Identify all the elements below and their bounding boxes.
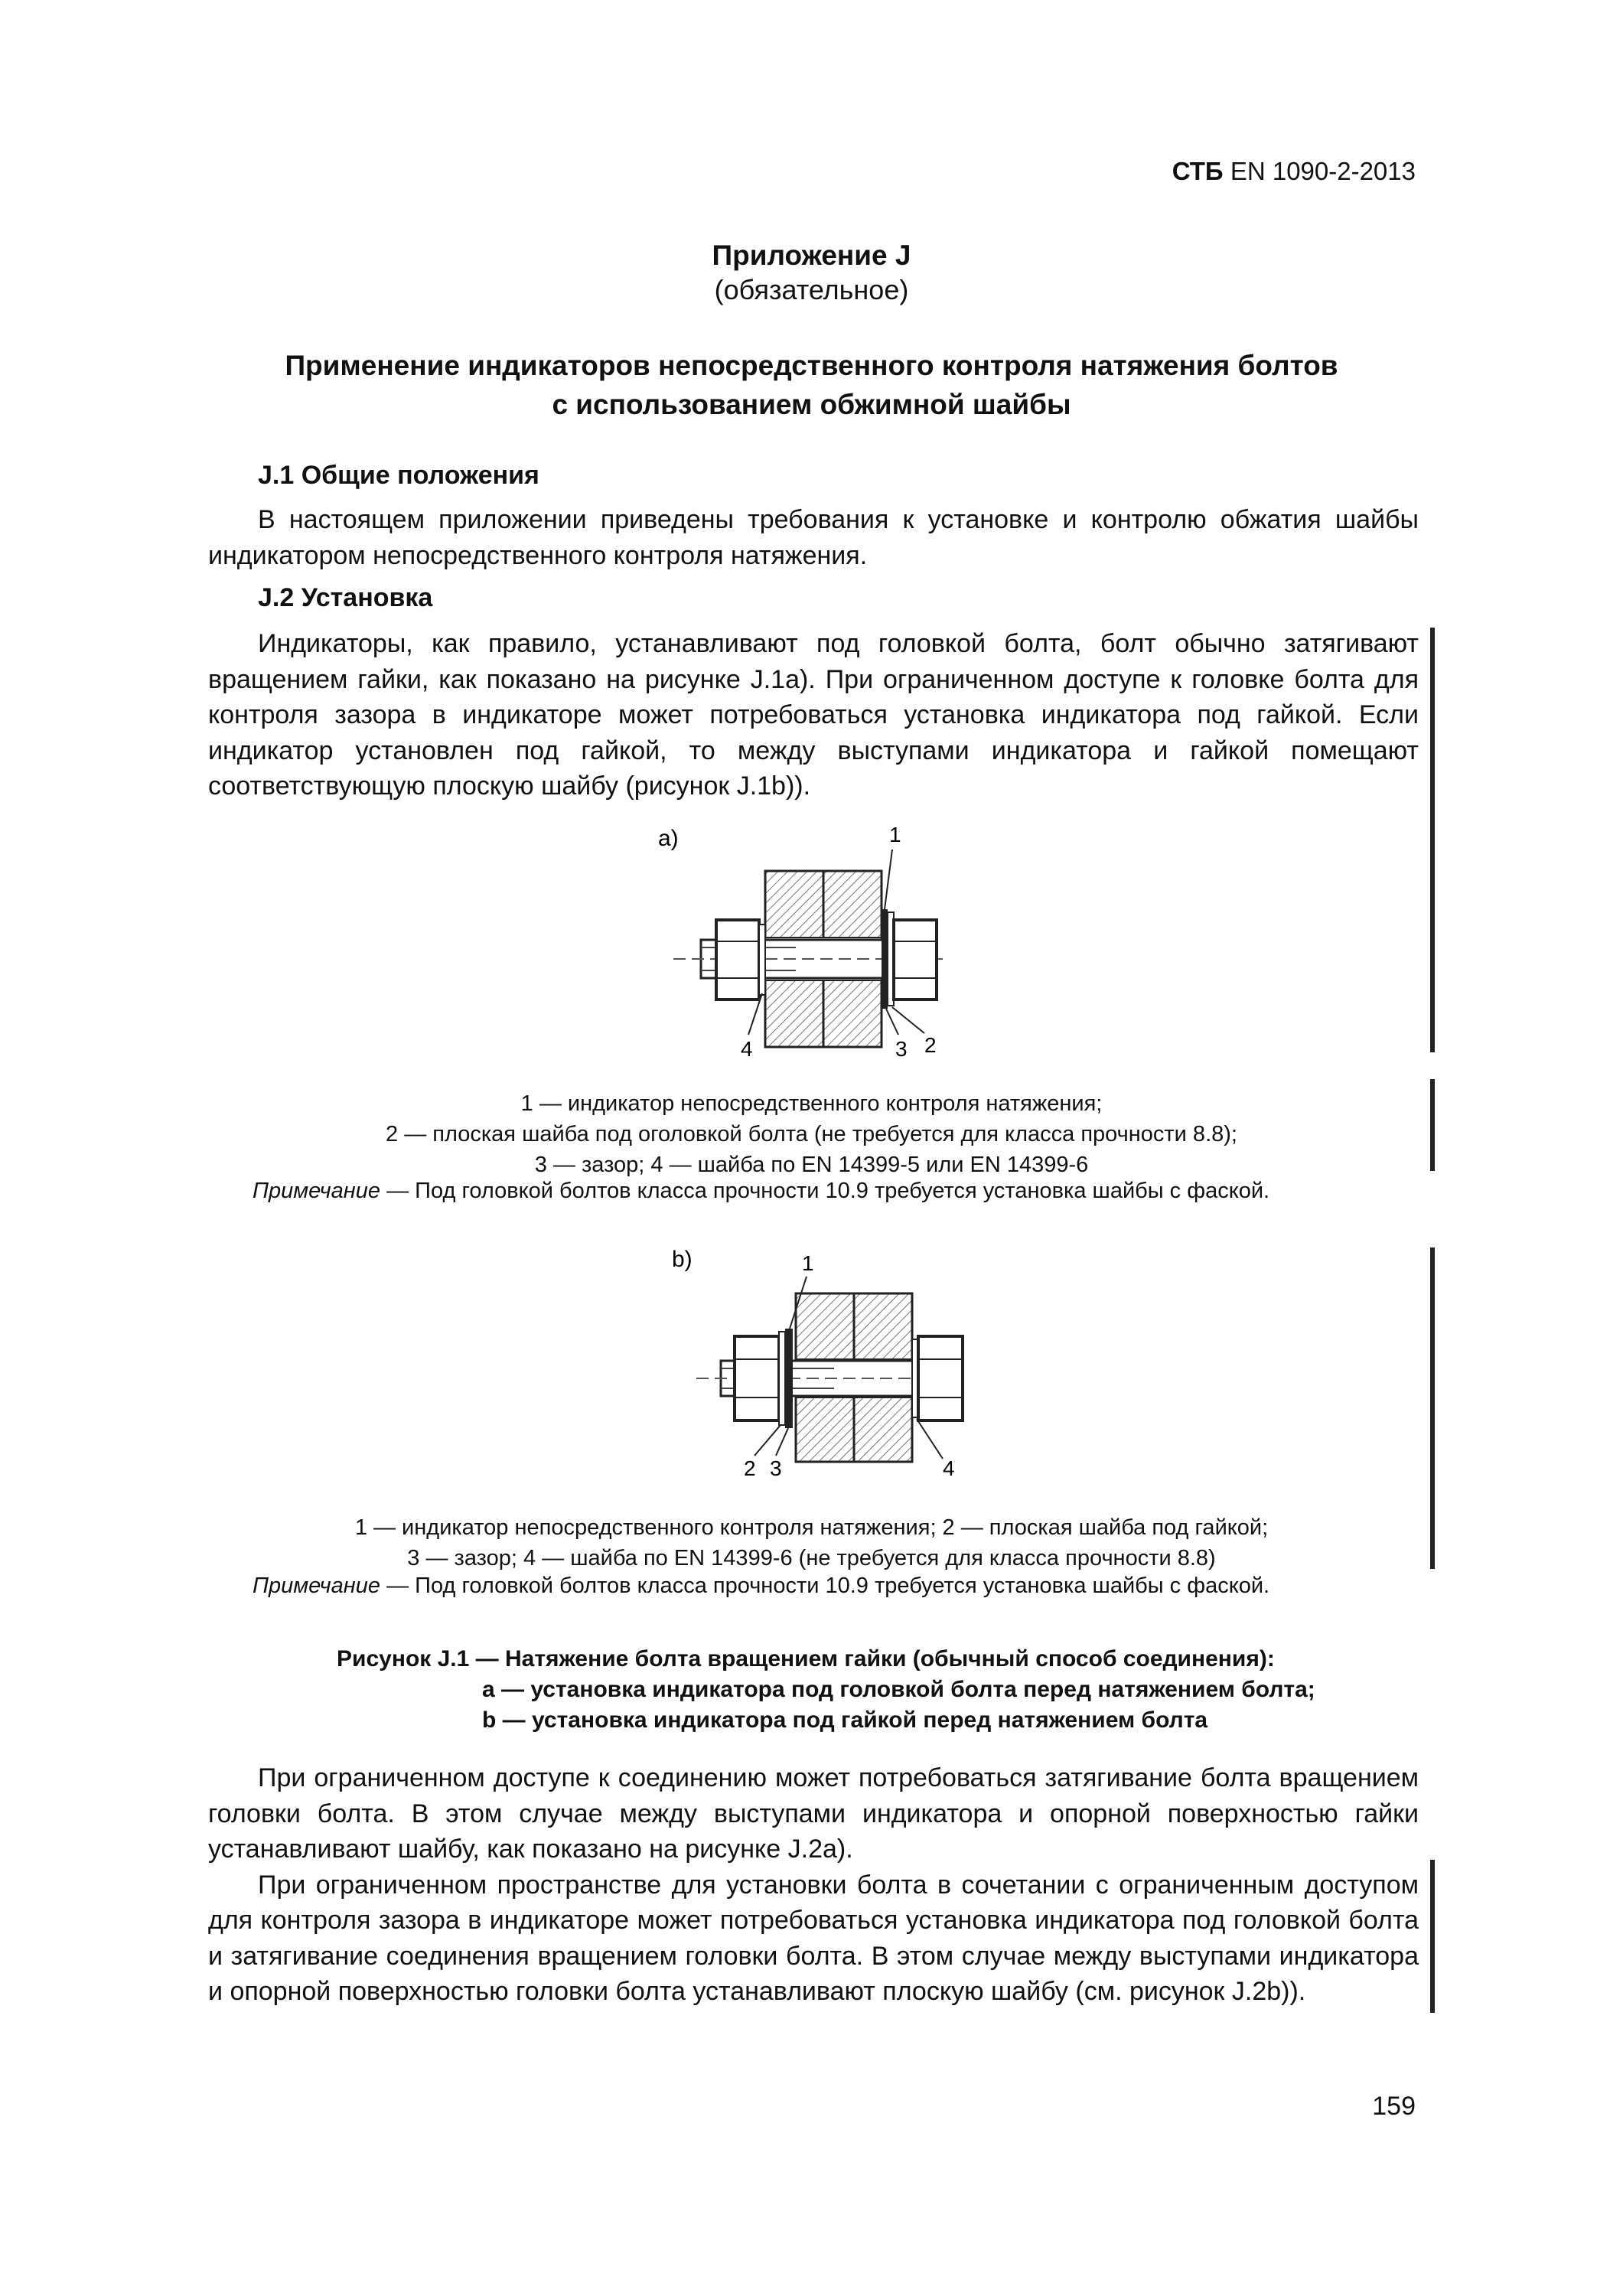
- callout-3: 3: [895, 1037, 908, 1061]
- change-bar: [1430, 1860, 1435, 2013]
- callout-2: 2: [744, 1456, 756, 1480]
- note-label: Примечание: [253, 1574, 381, 1598]
- bolt-head: [894, 920, 937, 1000]
- section-j2-body: [208, 626, 1419, 804]
- figure-a-legend-line2: 2 — плоская шайба под оголовкой болта (не требуется для класса прочности 8.8);: [386, 1122, 1237, 1146]
- note-text: — Под головкой болтов класса прочности 10.9 требуется установка шайбы с фаской.: [380, 1179, 1270, 1203]
- figure-caption: [337, 1644, 1315, 1736]
- callout-1: 1: [889, 823, 901, 846]
- standard-code-bold: СТБ: [1172, 157, 1224, 185]
- annex-heading-line2: с использованием обжимной шайбы: [552, 389, 1071, 420]
- indicator: [785, 1329, 793, 1428]
- bolt-head: [918, 1336, 963, 1420]
- washer: [759, 925, 765, 995]
- paragraph: При ограниченном пространстве для установки болта в сочетании с ограниченным доступом для контроля зазора в индикаторе может потребоваться установка индикатора под головкой болта и затягивание соединения вращением головки болта. В этом случае между выступами индикатора и опорной поверхностью головки болта устанавливают плоскую шайбу (см. рисунок J.2b)).: [208, 1870, 1419, 2006]
- section-j2-heading: J.2 Установка: [258, 583, 433, 612]
- section-j1-heading: J.1 Общие положения: [258, 461, 539, 490]
- figure-a-legend-line3: 3 — зазор; 4 — шайба по EN 14399-5 или EN 14399-6: [534, 1153, 1089, 1177]
- figure-a-legend-line1: 1 — индикатор непосредственного контроля натяжения;: [520, 1091, 1103, 1116]
- page-number: 159: [1372, 2092, 1416, 2121]
- figure-b-legend-line2: 3 — зазор; 4 — шайба по EN 14399-6 (не требуется для класса прочности 8.8): [407, 1546, 1216, 1570]
- figure-b-legend: [0, 1512, 1623, 1574]
- paragraph: При ограниченном доступе к соединению может потребоваться затягивание болта вращением головки болта. В этом случае между выступами индикатора и опорной поверхностью гайки устанавливают шайбу, как показано на рисунке J.2a).: [208, 1763, 1419, 1864]
- closing-paragraphs: [208, 1760, 1419, 2010]
- figure-b-note: [253, 1574, 1269, 1599]
- annex-title: Приложение J: [712, 240, 911, 271]
- nut: [716, 920, 759, 1000]
- standard-code: EN 1090-2-2013: [1230, 157, 1416, 185]
- note-label: Примечание: [253, 1179, 381, 1203]
- figure-b-legend-line1: 1 — индикатор непосредственного контроля натяжения; 2 — плоская шайба под гайкой;: [354, 1515, 1269, 1540]
- section-j2-text: Индикаторы, как правило, устанавливают под головкой болта, болт обычно затягивают вращением гайки, как показано на рисунке J.1a). При ограниченном доступе к головке болта для контроля зазора в индикаторе может потребоваться установка индикатора под гайкой. Если индикатор установлен под гайкой, то между выступами индикатора и гайкой помещают соответствующую плоскую шайбу (рисунок J.1b)).: [208, 629, 1419, 801]
- annex-heading-line1: Применение индикаторов непосредственного контроля натяжения болтов: [285, 350, 1338, 381]
- annex-status: (обязательное): [714, 274, 909, 305]
- figure-a-note: [253, 1179, 1269, 1204]
- document-header: [1172, 157, 1416, 186]
- callout-4: 4: [741, 1037, 753, 1061]
- nut: [735, 1336, 779, 1420]
- figure-b-drawing: [658, 1232, 979, 1485]
- callout-2: 2: [924, 1033, 937, 1057]
- figure-caption-line2: a — установка индикатора под головкой болта перед натяжением болта;: [482, 1677, 1315, 1702]
- indicator: [882, 909, 888, 1009]
- figure-a-legend: [0, 1088, 1623, 1180]
- flat-washer: [779, 1332, 785, 1425]
- figure-b-label: b): [672, 1247, 693, 1272]
- figure-caption-line3: b — установка индикатора под гайкой перед натяжением болта: [482, 1707, 1208, 1733]
- figure-a-label: a): [658, 826, 679, 851]
- callout-1: 1: [802, 1251, 814, 1275]
- note-text: — Под головкой болтов класса прочности 10.9 требуется установка шайбы с фаской.: [380, 1574, 1270, 1598]
- callout-3: 3: [770, 1456, 782, 1480]
- figure-caption-line1: Рисунок J.1 — Натяжение болта вращением гайки (обычный способ соединения):: [337, 1646, 1275, 1671]
- callout-4: 4: [943, 1456, 955, 1480]
- change-bar: [1430, 628, 1435, 1052]
- section-j1-body: [208, 502, 1419, 573]
- section-j1-text: В настоящем приложении приведены требования к установке и контролю обжатия шайбы индикатором непосредственного контроля натяжения.: [208, 505, 1419, 570]
- figure-a-drawing: [643, 811, 979, 1064]
- annex-heading: [0, 346, 1623, 424]
